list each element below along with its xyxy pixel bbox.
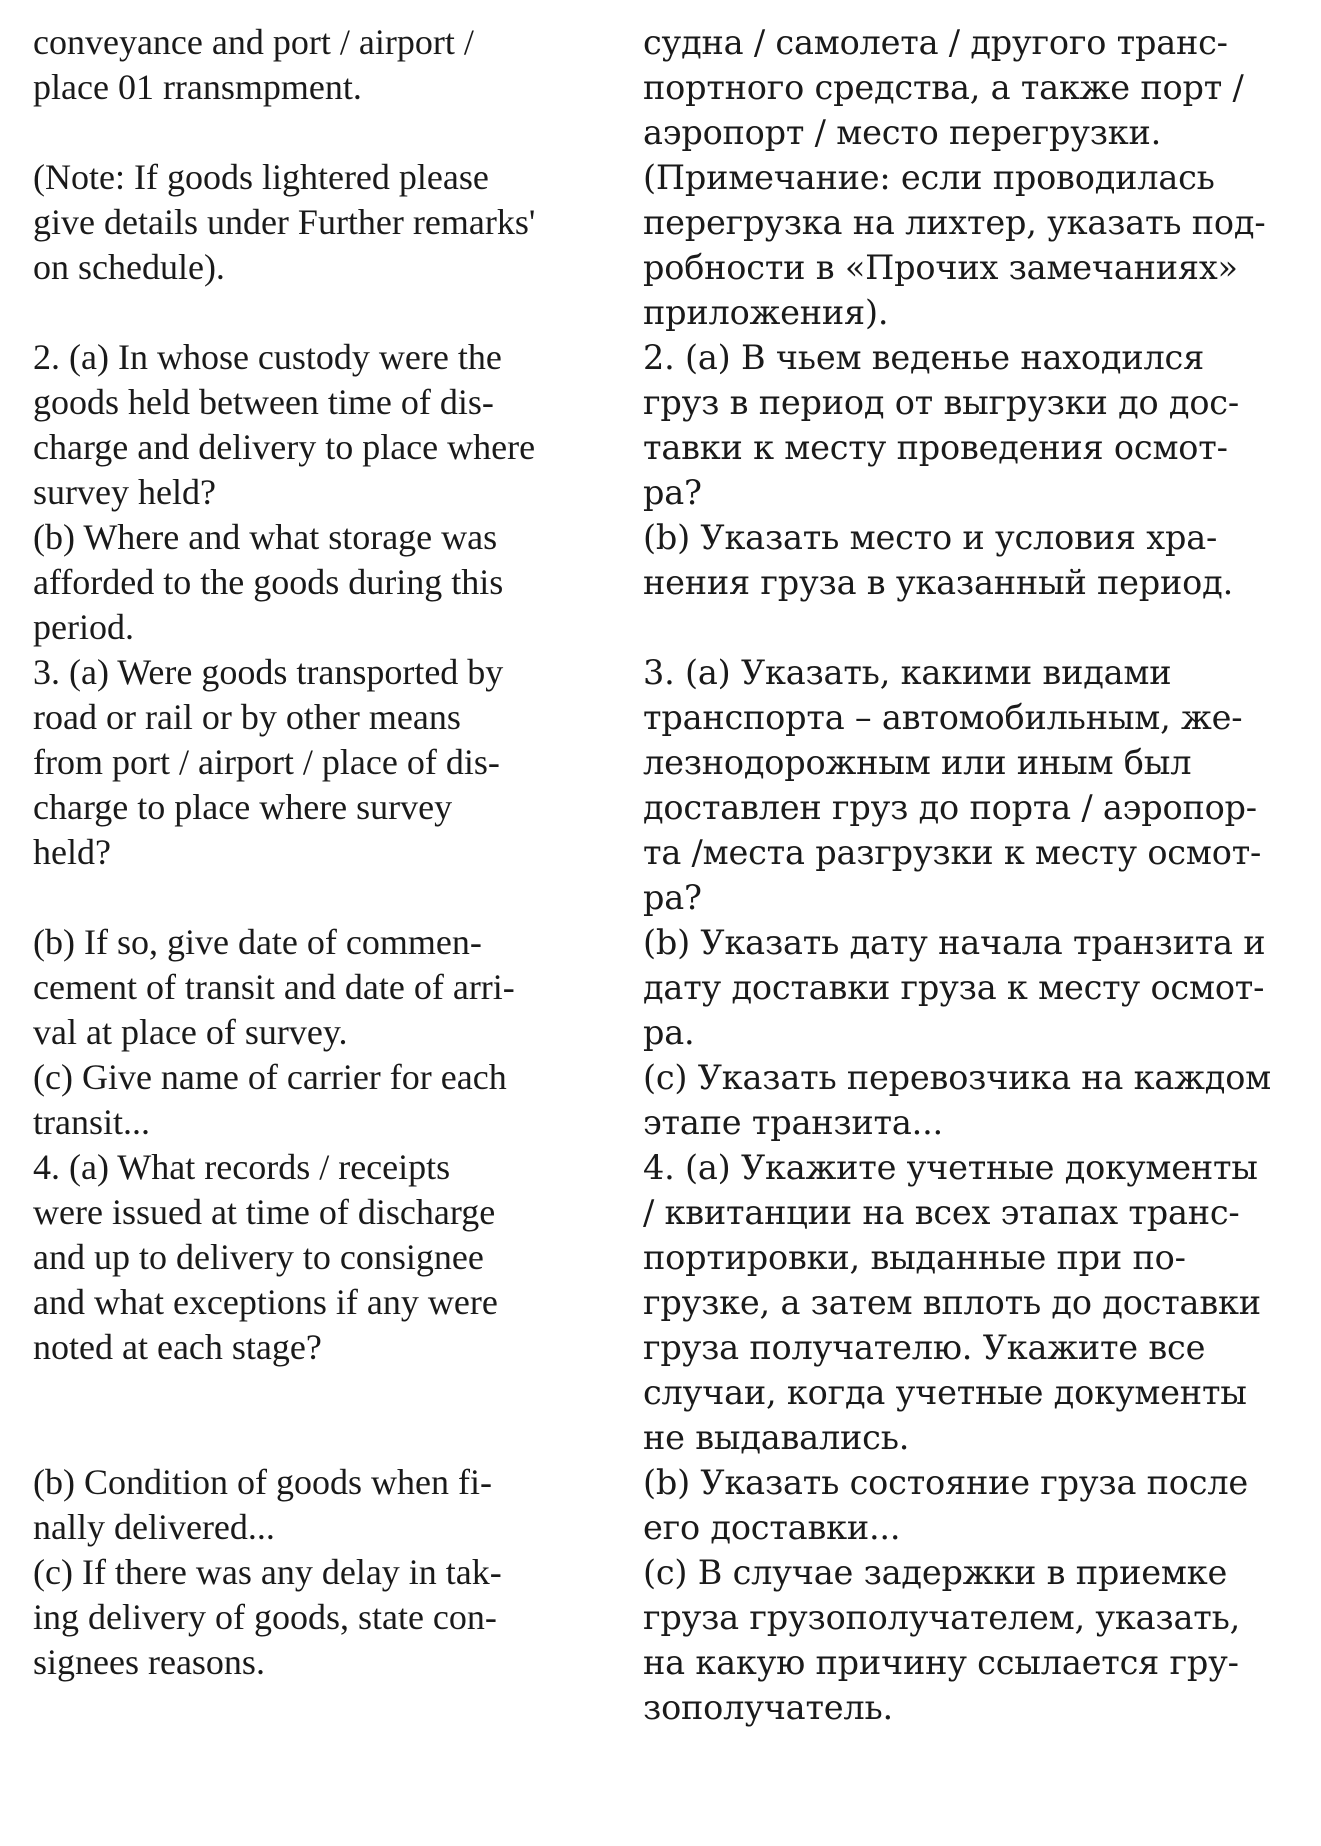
russian-line: 3. (a) Указать, какими видами	[643, 653, 1172, 692]
russian-line: ра?	[643, 878, 702, 917]
english-paragraph	[33, 650, 643, 920]
russian-line: портировки, выданные при по-	[643, 1238, 1186, 1277]
russian-paragraph	[643, 1460, 1303, 1550]
english-line	[33, 290, 643, 335]
english-paragraph	[33, 1460, 643, 1550]
russian-line: груза получателю. Укажите все	[643, 1328, 1206, 1367]
text-row	[33, 1550, 1303, 1730]
text-row	[33, 335, 1303, 515]
russian-line: приложения).	[643, 293, 889, 332]
english-line: transit...	[33, 1102, 150, 1142]
english-line: held?	[33, 832, 111, 872]
russian-line: на какую причину ссылается гру-	[643, 1643, 1239, 1682]
english-line: survey held?	[33, 472, 216, 512]
english-paragraph	[33, 155, 643, 335]
english-paragraph	[33, 920, 643, 1055]
english-line: on schedule).	[33, 247, 225, 287]
english-line: and up to delivery to consignee	[33, 1237, 484, 1277]
russian-line: лезнодорожным или иным был	[643, 743, 1192, 782]
russian-line: 4. (a) Укажите учетные документы	[643, 1148, 1258, 1187]
russian-line: робности в «Прочих замечаниях»	[643, 248, 1238, 287]
english-line: and what exceptions if any were	[33, 1282, 498, 1322]
english-line	[33, 1415, 643, 1460]
english-paragraph	[33, 1145, 643, 1460]
russian-paragraph	[643, 335, 1303, 515]
russian-paragraph	[643, 650, 1303, 920]
russian-line: перегрузка на лихтер, указать под-	[643, 203, 1266, 242]
russian-paragraph	[643, 1145, 1303, 1460]
russian-line: (Примечание: если проводилась	[643, 158, 1215, 197]
russian-line: портного средства, а также порт /	[643, 68, 1244, 107]
english-line	[33, 1370, 643, 1415]
russian-line: ра.	[643, 1013, 695, 1052]
russian-line: та /места разгрузки к месту осмот-	[643, 833, 1262, 872]
russian-line: доставлен груз до порта / аэропор-	[643, 788, 1257, 827]
english-line: (b) Where and what storage was	[33, 517, 498, 557]
english-line: nally delivered...	[33, 1507, 275, 1547]
text-row	[33, 1055, 1303, 1145]
english-line: cement of transit and date of arri-	[33, 967, 515, 1007]
russian-line: аэропорт / место перегрузки.	[643, 113, 1162, 152]
english-line	[33, 1685, 643, 1730]
russian-line: зополучатель.	[643, 1688, 893, 1727]
text-row	[33, 20, 1303, 155]
russian-line: (b) Указать место и условия хра-	[643, 518, 1218, 557]
russian-line: груза грузополучателем, указать,	[643, 1598, 1241, 1637]
russian-paragraph	[643, 155, 1303, 335]
english-paragraph	[33, 515, 643, 650]
english-line: (c) Give name of carrier for each	[33, 1057, 507, 1097]
text-row	[33, 1460, 1303, 1550]
english-paragraph	[33, 335, 643, 515]
english-line: charge and delivery to place where	[33, 427, 536, 467]
english-paragraph	[33, 20, 643, 155]
english-line: (c) If there was any delay in tak-	[33, 1552, 502, 1592]
russian-line: / квитанции на всех этапах транс-	[643, 1193, 1240, 1232]
english-line: 2. (a) In whose custody were the	[33, 337, 502, 377]
russian-line: (b) Указать состояние груза после	[643, 1463, 1249, 1502]
russian-paragraph	[643, 1550, 1303, 1730]
russian-line: нения груза в указанный период.	[643, 563, 1234, 602]
english-line: conveyance and port / airport /	[33, 22, 474, 62]
english-line: val at place of survey.	[33, 1012, 348, 1052]
russian-line: тавки к месту проведения осмот-	[643, 428, 1228, 467]
russian-line: транспорта – автомобильным, же-	[643, 698, 1243, 737]
english-paragraph	[33, 1550, 643, 1730]
english-line	[33, 875, 643, 920]
english-line: place 01 rransmpment.	[33, 67, 362, 107]
russian-line: (b) Указать дату начала транзита и	[643, 923, 1266, 962]
russian-line: 2. (a) В чьем веденье находился	[643, 338, 1205, 377]
english-line: were issued at time of discharge	[33, 1192, 496, 1232]
english-line: (Note: If goods lightered please	[33, 157, 489, 197]
russian-paragraph	[643, 1055, 1303, 1145]
english-line: noted at each stage?	[33, 1327, 322, 1367]
english-line: road or rail or by other means	[33, 697, 461, 737]
english-line: period.	[33, 607, 134, 647]
text-row	[33, 1145, 1303, 1460]
russian-paragraph	[643, 20, 1303, 155]
text-row	[33, 515, 1303, 650]
text-row	[33, 155, 1303, 335]
russian-line: не выдавались.	[643, 1418, 910, 1457]
english-line: from port / airport / place of dis-	[33, 742, 500, 782]
bilingual-text-page	[33, 20, 1303, 1730]
english-line	[33, 110, 643, 155]
russian-paragraph	[643, 920, 1303, 1055]
english-line: charge to place where survey	[33, 787, 453, 827]
russian-line: судна / самолета / другого транс-	[643, 23, 1228, 62]
russian-line	[643, 605, 1303, 650]
english-line: 3. (a) Were goods transported by	[33, 652, 504, 692]
russian-line: этапе транзита...	[643, 1103, 943, 1142]
russian-line: ра?	[643, 473, 702, 512]
text-row	[33, 650, 1303, 920]
english-line: signees reasons.	[33, 1642, 265, 1682]
english-line: goods held between time of dis-	[33, 382, 494, 422]
russian-line: случаи, когда учетные документы	[643, 1373, 1247, 1412]
english-line: (b) If so, give date of commen-	[33, 922, 482, 962]
russian-line: грузке, а затем вплоть до доставки	[643, 1283, 1261, 1322]
russian-line: (c) Указать перевозчика на каждом	[643, 1058, 1272, 1097]
russian-line: его доставки...	[643, 1508, 901, 1547]
russian-line: груз в период от выгрузки до дос-	[643, 383, 1239, 422]
english-line: ing delivery of goods, state con-	[33, 1597, 497, 1637]
english-paragraph	[33, 1055, 643, 1145]
text-row	[33, 920, 1303, 1055]
english-line: (b) Condition of goods when fi-	[33, 1462, 492, 1502]
russian-line: (c) В случае задержки в приемке	[643, 1553, 1228, 1592]
russian-paragraph	[643, 515, 1303, 650]
english-line: 4. (a) What records / receipts	[33, 1147, 451, 1187]
english-line: give details under Further remarks'	[33, 202, 536, 242]
english-line: afforded to the goods during this	[33, 562, 504, 602]
russian-line: дату доставки груза к месту осмот-	[643, 968, 1265, 1007]
